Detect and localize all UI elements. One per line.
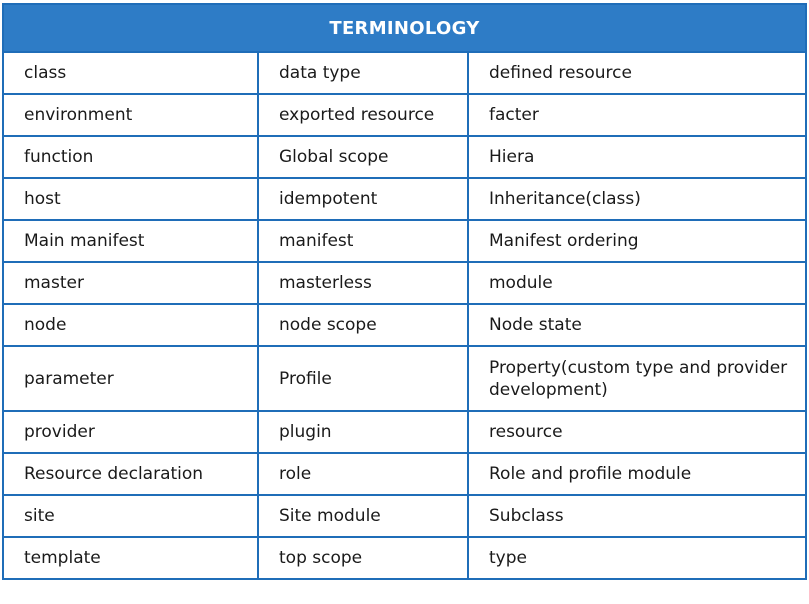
table-cell: node	[3, 304, 258, 346]
table-cell: environment	[3, 94, 258, 136]
table-cell: Inheritance(class)	[468, 178, 806, 220]
table-cell: manifest	[258, 220, 468, 262]
table-cell: Manifest ordering	[468, 220, 806, 262]
table-cell: Resource declaration	[3, 453, 258, 495]
table-cell: type	[468, 537, 806, 579]
terminology-panel	[2, 3, 805, 600]
table-row	[3, 178, 806, 220]
table-cell: idempotent	[258, 178, 468, 220]
table-cell: template	[3, 537, 258, 579]
table-cell: Hiera	[468, 136, 806, 178]
table-cell: master	[3, 262, 258, 304]
table-row	[3, 220, 806, 262]
terminology-table	[2, 3, 807, 580]
table-cell: data type	[258, 52, 468, 94]
table-cell: Profile	[258, 346, 468, 411]
table-cell: provider	[3, 411, 258, 453]
table-cell: resource	[468, 411, 806, 453]
table-row	[3, 94, 806, 136]
table-cell: plugin	[258, 411, 468, 453]
table-cell: site	[3, 495, 258, 537]
table-row	[3, 453, 806, 495]
table-cell: role	[258, 453, 468, 495]
table-cell: host	[3, 178, 258, 220]
table-row	[3, 411, 806, 453]
table-cell: facter	[468, 94, 806, 136]
table-cell: masterless	[258, 262, 468, 304]
table-row	[3, 52, 806, 94]
table-row	[3, 304, 806, 346]
table-cell: function	[3, 136, 258, 178]
table-row	[3, 537, 806, 579]
table-cell: defined resource	[468, 52, 806, 94]
table-cell: node scope	[258, 304, 468, 346]
table-cell: Site module	[258, 495, 468, 537]
table-cell: Node state	[468, 304, 806, 346]
table-cell: parameter	[3, 346, 258, 411]
table-cell: Subclass	[468, 495, 806, 537]
table-cell: Property(custom type and provider development)	[468, 346, 806, 411]
table-row	[3, 495, 806, 537]
table-row	[3, 136, 806, 178]
table-cell: module	[468, 262, 806, 304]
table-row	[3, 262, 806, 304]
table-cell: top scope	[258, 537, 468, 579]
table-cell: exported resource	[258, 94, 468, 136]
table-header-row	[3, 4, 806, 52]
table-row	[3, 346, 806, 411]
table-cell: class	[3, 52, 258, 94]
table-cell: Main manifest	[3, 220, 258, 262]
table-title: TERMINOLOGY	[3, 4, 806, 52]
table-cell: Global scope	[258, 136, 468, 178]
table-cell: Role and profile module	[468, 453, 806, 495]
